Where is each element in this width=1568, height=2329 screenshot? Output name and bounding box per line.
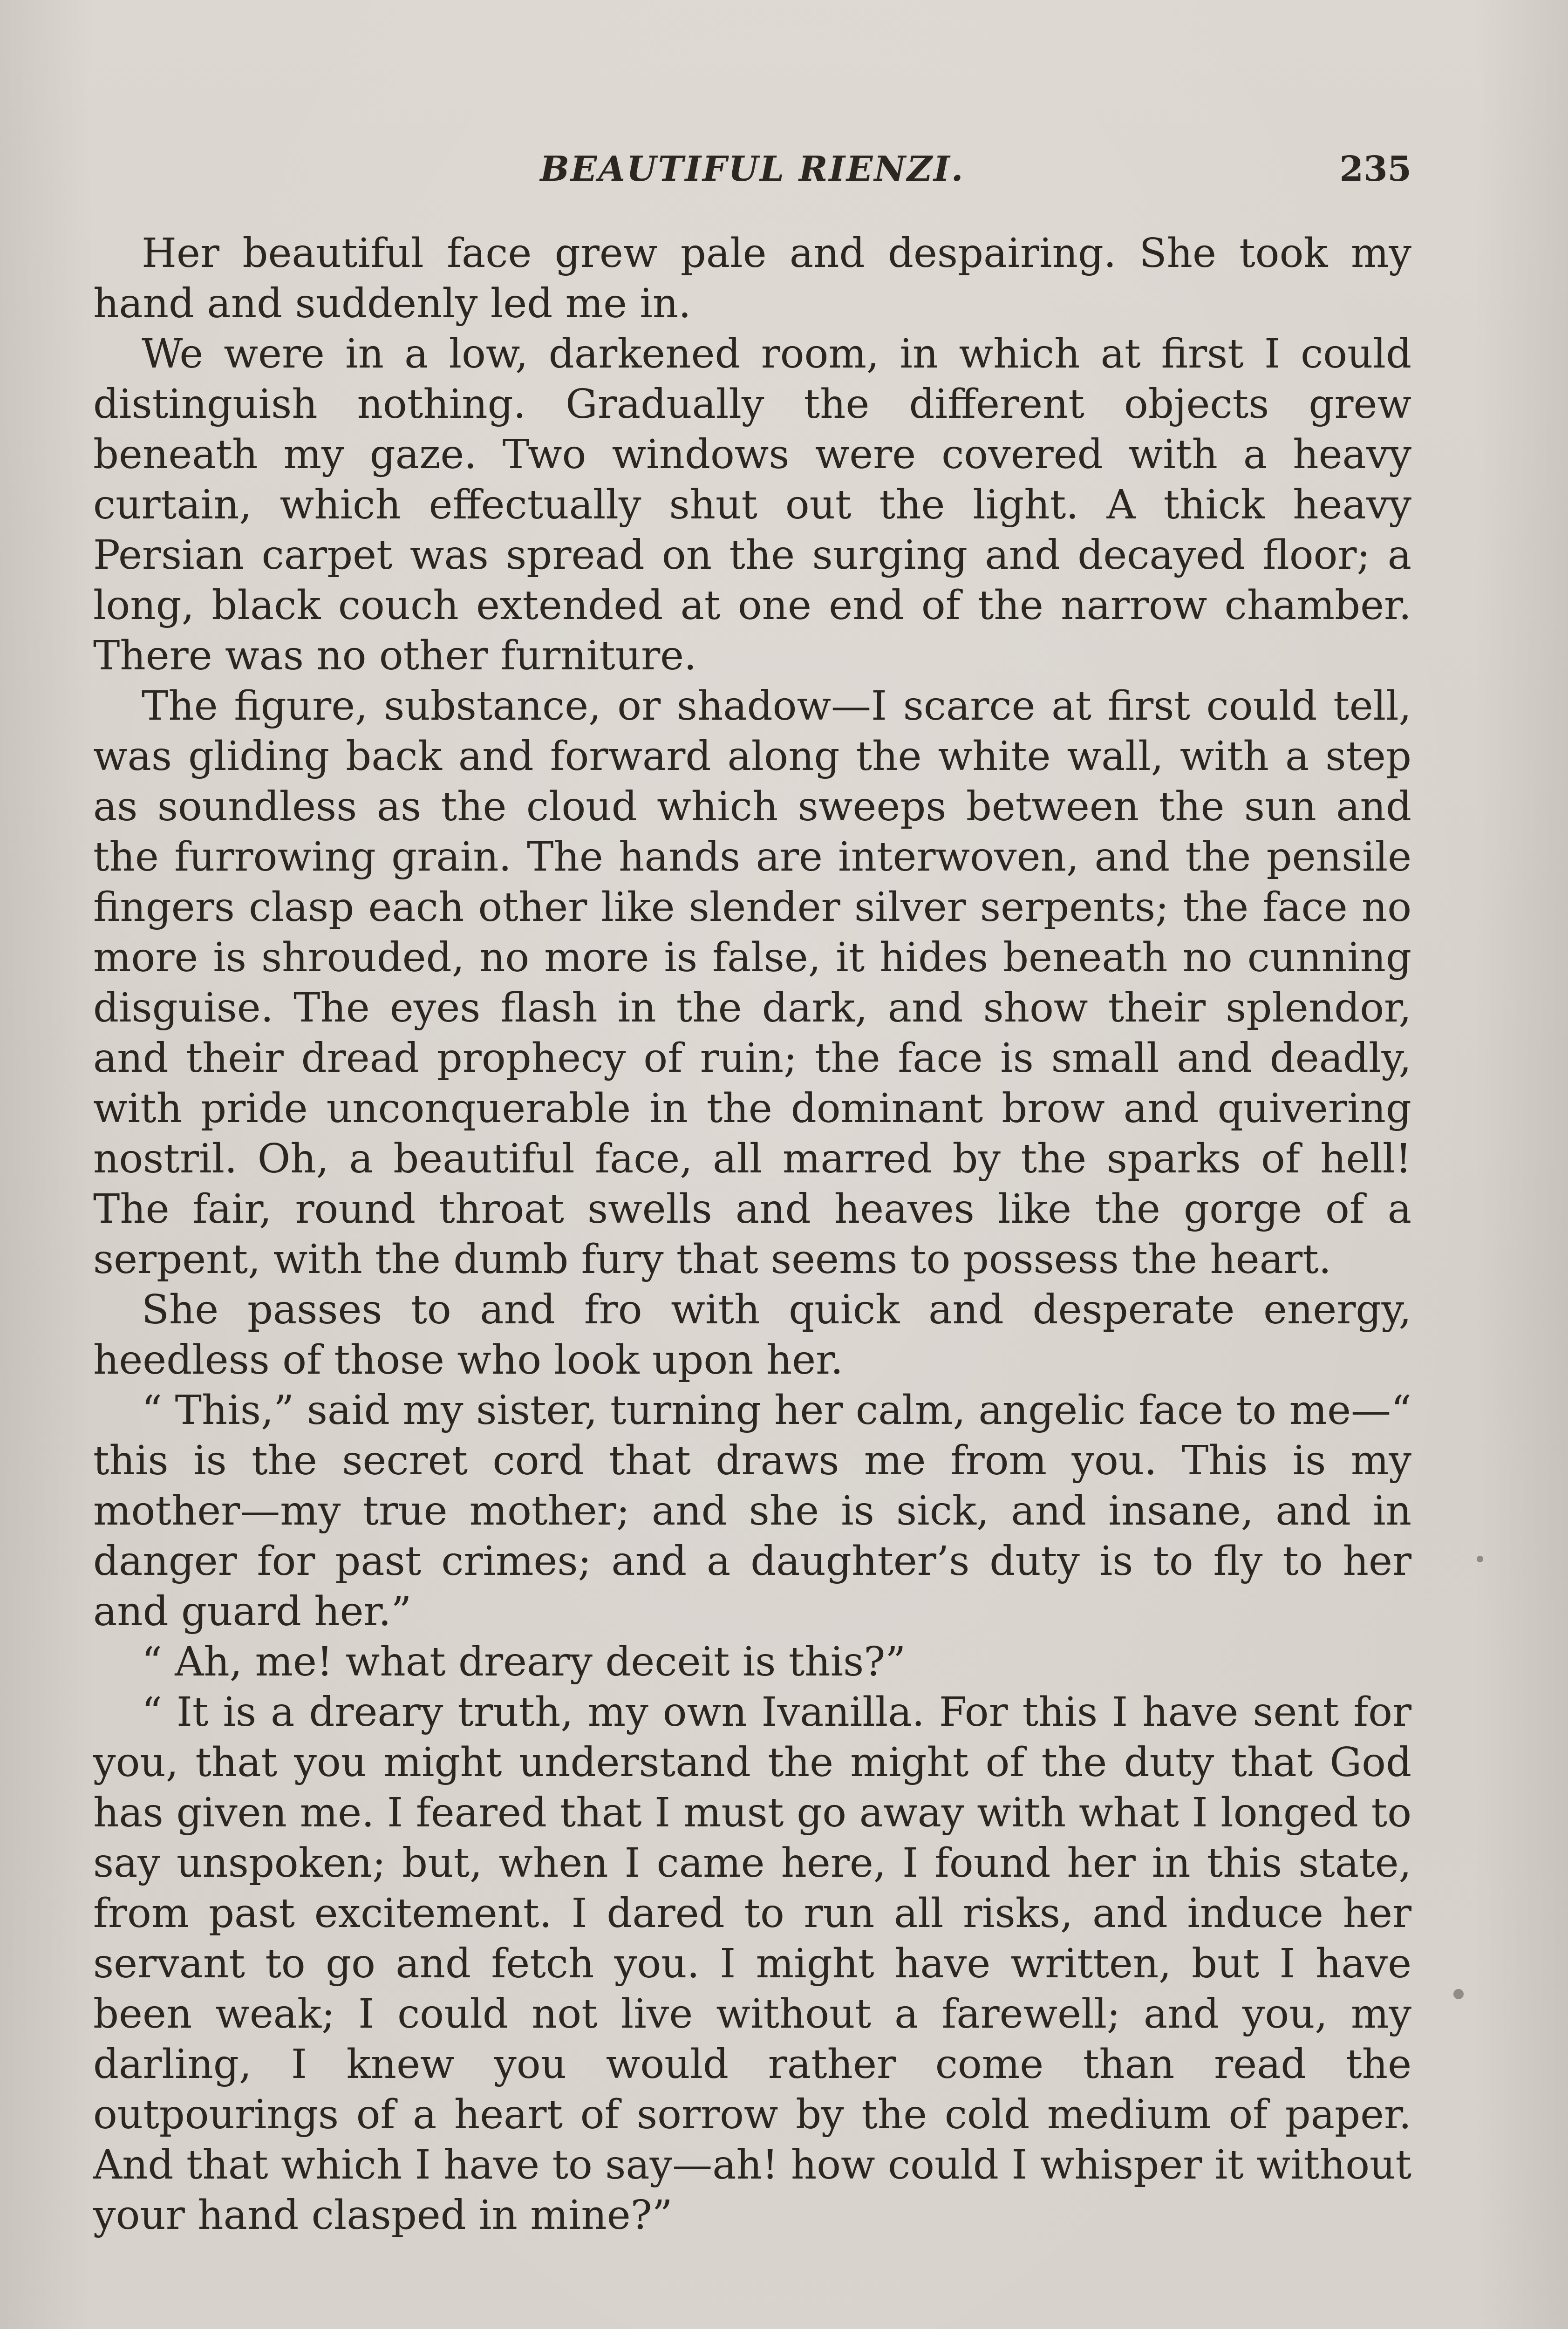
- page-number: 235: [1339, 149, 1411, 189]
- body-text: [93, 228, 1411, 2240]
- paper-speck: [1453, 1989, 1464, 1999]
- page-header: [93, 149, 1411, 205]
- paragraph: “ Ah, me! what dreary deceit is this?”: [142, 1639, 906, 1685]
- paragraph: “ This,” said my sister, turning her calm, angelic face to me—“ this is the secret cord that draws me from you. This is my mother—my true mother; and she is sick, and insane, and in danger for past crimes; and a daughter’s duty is to fly to her and guard her.”: [93, 1387, 1411, 1635]
- paragraph: She passes to and fro with quick and desperate energy, heedless of those who look upon her.: [93, 1287, 1411, 1383]
- paragraph: Her beautiful face grew pale and despairing. She took my hand and suddenly led me in.: [93, 230, 1411, 327]
- running-head: BEAUTIFUL RIENZI.: [540, 149, 965, 189]
- paper-speck: [1477, 1556, 1483, 1562]
- paragraph: The figure, substance, or shadow—I scarce at first could tell, was gliding back and forward along the white wall, with a step as soundless as the cloud which sweeps between the sun and the furrowing grain. The hands are interwoven, and the pensile fingers clasp each other like slender silver serpents; the face no more is shrouded, no more is false, it hides beneath no cunning disguise. The eyes flash in the dark, and show their splendor, and their dread prophecy of ruin; the face is small and deadly, with pride unconquerable in the dominant brow and quivering nostril. Oh, a beautiful face, all marred by the sparks of hell! The fair, round throat swells and heaves like the gorge of a serpent, with the dumb fury that seems to possess the heart.: [93, 683, 1411, 1283]
- paragraph: We were in a low, darkened room, in which at first I could distinguish nothing. Gradually the different objects grew beneath my gaze. Two windows were covered with a heavy curtain, which effectually shut out the light. A thick heavy Persian carpet was spread on the surging and decayed floor; a long, black couch extended at one end of the narrow chamber. There was no other furniture.: [93, 331, 1411, 679]
- paragraph: “ It is a dreary truth, my own Ivanilla. For this I have sent for you, that you might understand the might of the duty that God has given me. I feared that I must go away with what I longed to say unspoken; but, when I came here, I found her in this state, from past excitement. I dared to run all risks, and induce her servant to go and fetch you. I might have written, but I have been weak; I could not live without a farewell; and you, my darling, I knew you would rather come than read the outpourings of a heart of sorrow by the cold medium of paper. And that which I have to say—ah! how could I whisper it without your hand clasped in mine?”: [93, 1689, 1411, 2239]
